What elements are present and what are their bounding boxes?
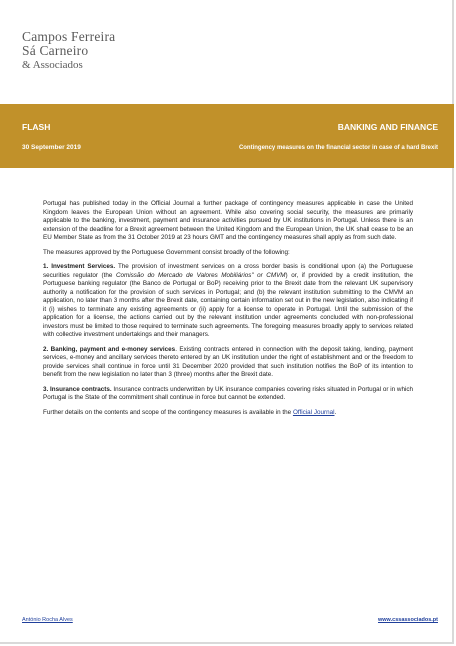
banner-date: 30 September 2019 [22,144,81,151]
further-end: . [334,408,337,416]
firm-logo [22,30,115,72]
header-banner [0,104,454,168]
item3-text: Insurance contracts underwritten by UK insurance companies covering risks situated in Portugal or in which Portugal is the State of the commitment shall continue in force but cannot be extended. [43,385,413,401]
item-insurance-contracts [43,386,413,403]
item1-title: 1. Investment Services. [43,263,116,270]
item1-text-italic: Comissão do Mercado de Valores Mobiliários" or CMVM [115,271,286,279]
banner-section: BANKING AND FINANCE [337,122,438,132]
website-link[interactable]: www.cssassociados.pt [377,617,438,623]
author-link[interactable]: António Rocha Alves [22,617,73,623]
item1-text-b: ) or, if provided by a credit institution, the Portuguese banking regulator (the Banco de Portugal or BoP) receiving prior to the Brexit date from the relevant UK supervisory authority a notification for the provision of such services in Portugal; and (b) the relevant institution submitting to the CMVM an application, no later than 3 months after the Brexit date, containing certain information set out in the new legislation, also indicating if it (i) wishes to terminate any existing agreements or (ii) apply for a license to operate in Portugal. Until the submission of the application for a license, the actions carried out by the relevant institution under agreements concluded with non-professional investors must be limited to those required to terminate such agreements. The foregoing measures broadly apply to services related with collective investment undertakings and their managers. [43,271,413,338]
item1-text-a: The provision of investment services on a cross border basis is conditional upon (a) the Portuguese securities regulator (the [43,263,414,279]
measures-intro: The measures approved by the Portuguese Government consist broadly of the following: [43,248,290,256]
logo-line-1: Campos Ferreira [22,29,116,44]
item2-title: 2. Banking, payment and e-money services [43,345,176,353]
banner-subtitle: Contingency measures on the financial sector in case of a hard Brexit [238,145,438,151]
item-banking-services [43,346,413,380]
article-body [43,200,413,423]
item2-text: . Existing contracts entered in connection with the deposit taking, lending, payment services, e-money and ancillary services thereto entered by an UK institution under the right of establishment and or the freedom to provide services shall continue in force until 31 December 2020 provided that such institution notifies the BoP of its intention to benefit from the new legislation no later than 3 (three) months after the Brexit date. [43,345,413,378]
item-investment-services [43,263,413,340]
further-text: Further details on the contents and scope of the contingency measures is available in the [43,408,293,416]
item3-title: 3. Insurance contracts. [43,385,112,393]
logo-line-2: Sá Carneiro [22,43,89,58]
official-journal-link[interactable]: Official Journal [292,408,335,416]
intro-paragraph: Portugal has published today in the Official Journal a further package of contingency measures applicable in case the United Kingdom leaves the European Union without an agreement. While also covering social security, the measures are primarily applicable to the banking, investment, payment and insurance activities pursued by UK institutions in Portugal. Unless there is an extension of the deadline for a Brexit agreement between the United Kingdom and the European Union, the UK shall cease to be an EU Member State as from the 31 October 2019 at 23 hours GMT and the contingency measures shall apply as from such date. [43,200,413,241]
logo-line-3: & Associados [22,59,83,71]
banner-label: FLASH [22,122,51,132]
further-details [43,409,413,418]
